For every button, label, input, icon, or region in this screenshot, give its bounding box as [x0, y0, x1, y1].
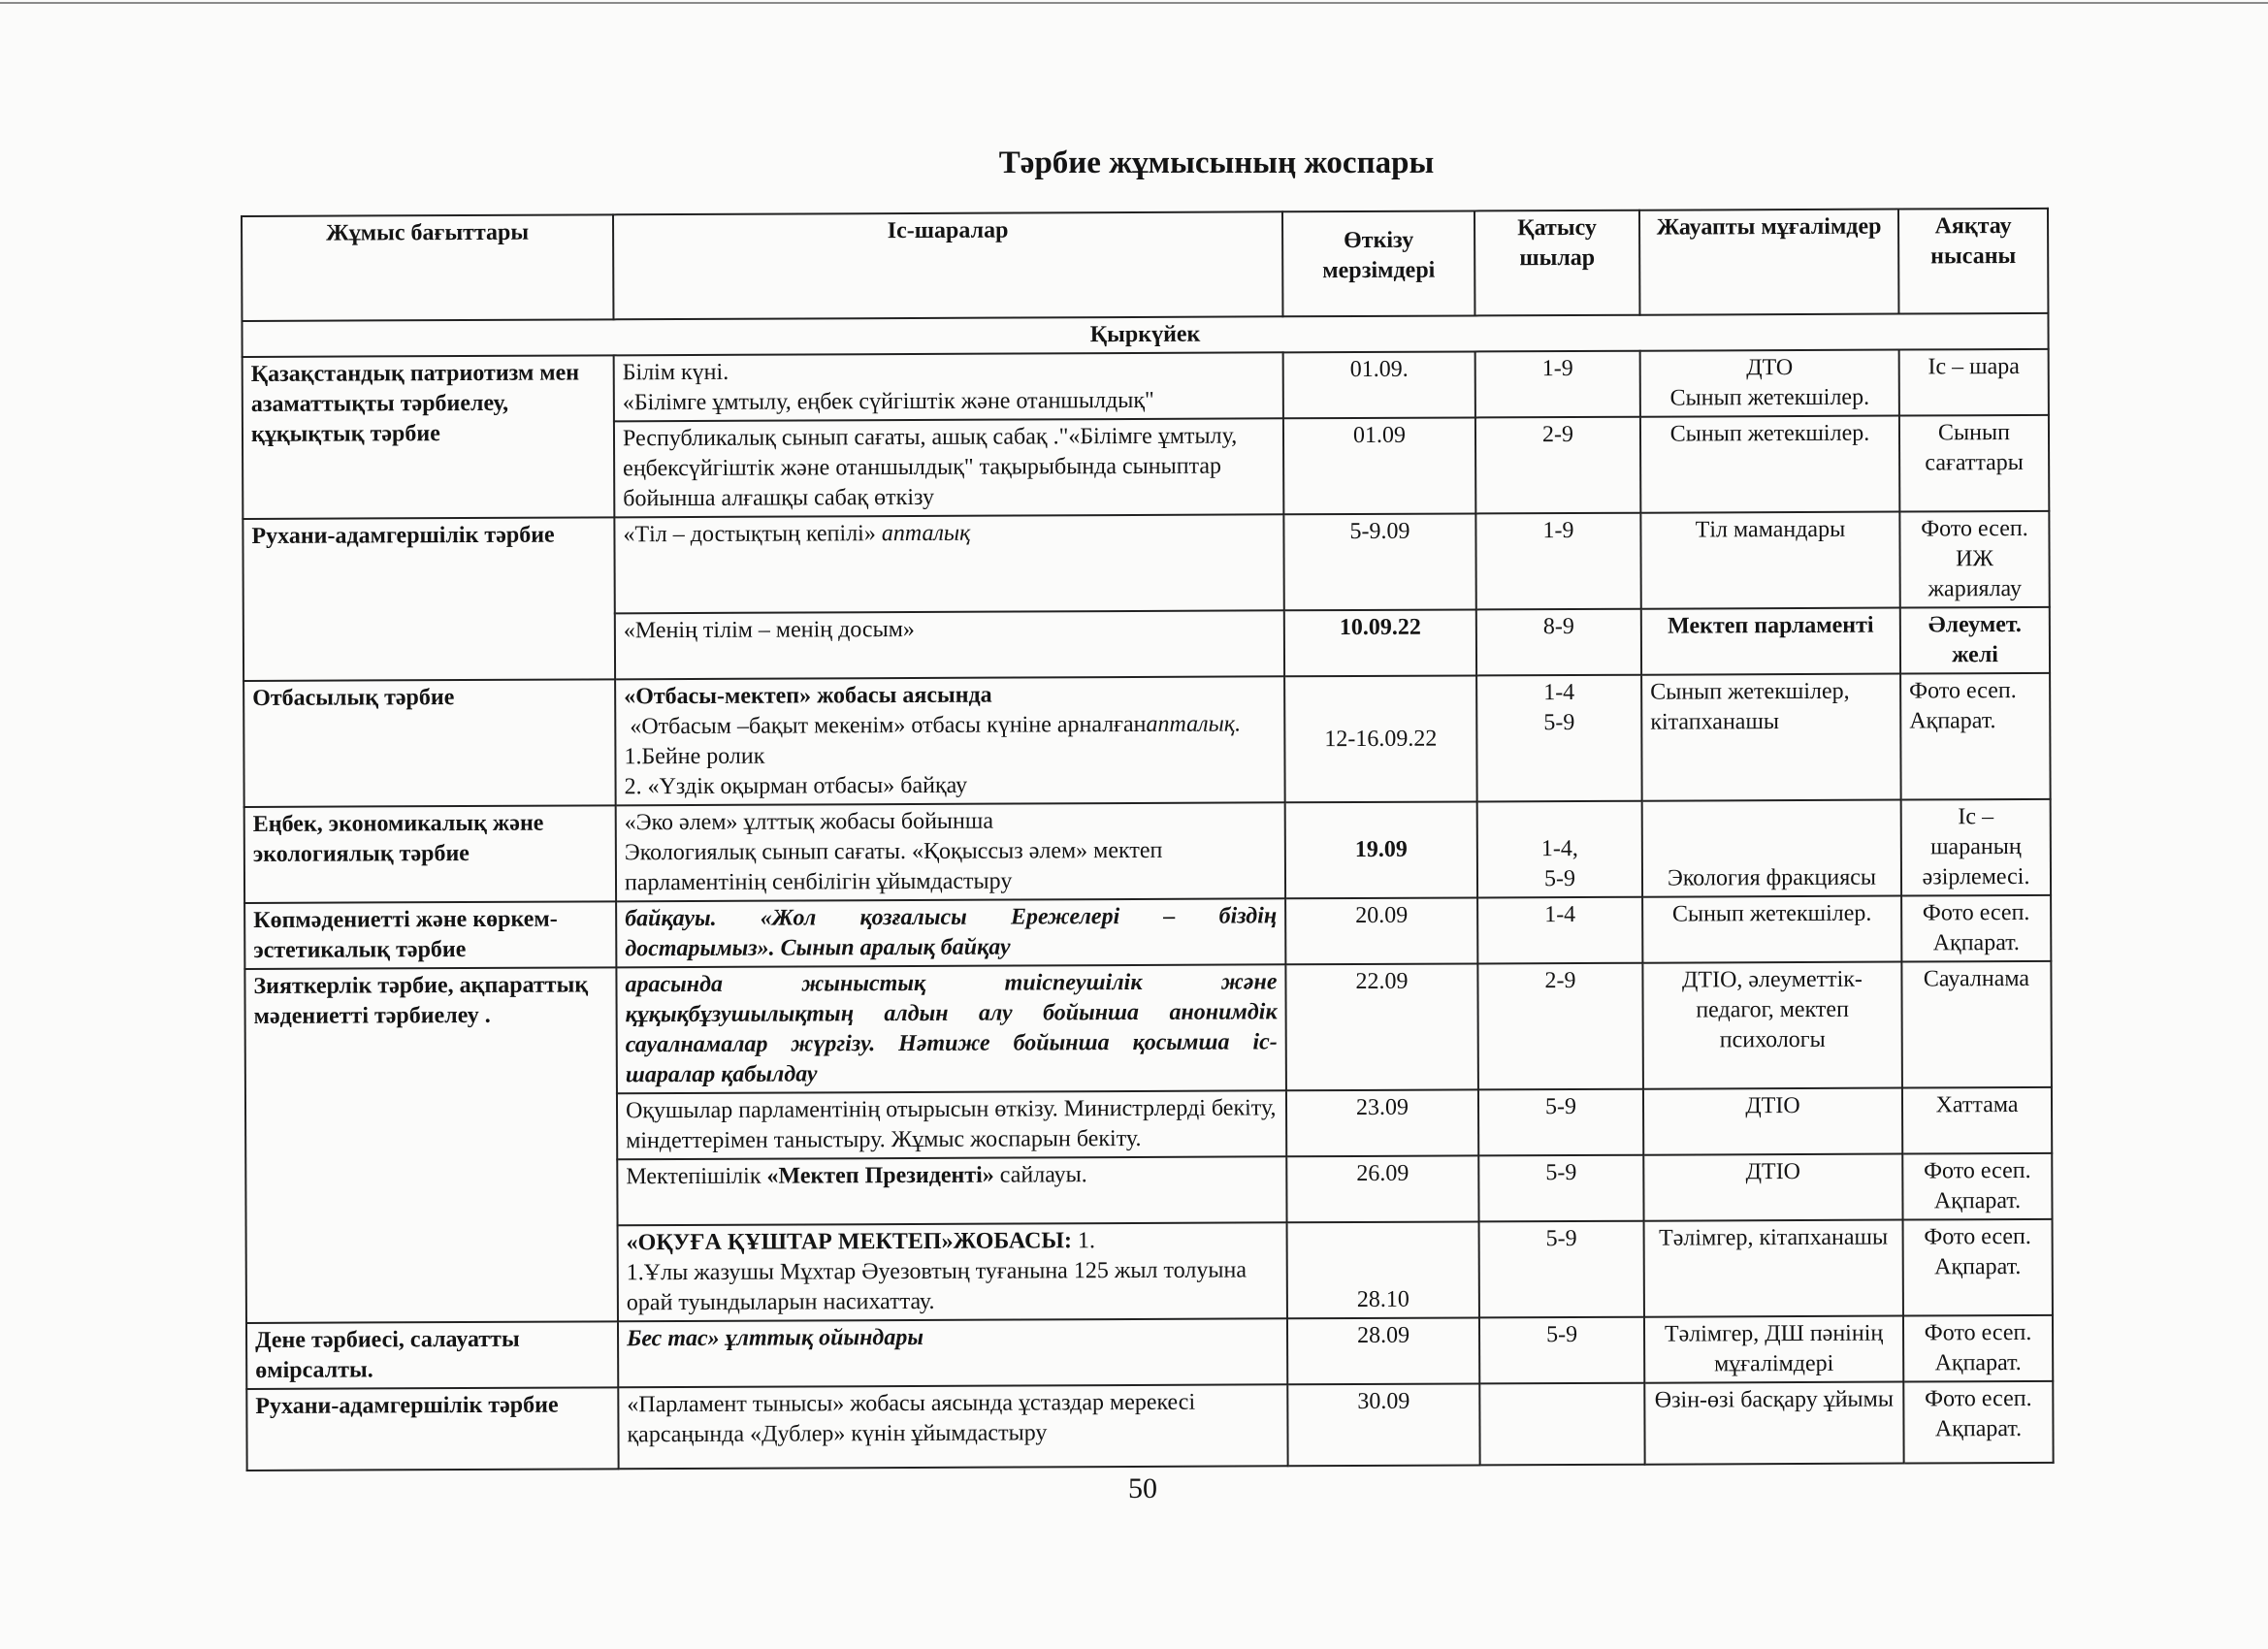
header-row — [242, 209, 2048, 321]
result-cell: Іс – шара — [1899, 349, 2049, 416]
result-cell — [1903, 1315, 2053, 1382]
result-cell — [1901, 895, 2051, 962]
event-cell: Республикалық сынып сағаты, ашық сабақ ."«Білімге ұмтылу, еңбексүйгіштік және отаншылдық" тақырыбында сыныптар бойынша алғашқы сабақ өткізу — [614, 418, 1283, 517]
event-line — [624, 709, 1276, 742]
result-line: Фото есеп. — [1923, 1157, 2031, 1184]
date-cell: 20.09 — [1285, 897, 1477, 964]
direction-cell: Рухани-адамгершілік тәрбие — [243, 517, 615, 681]
event-cell: Бес тас» ұлттық ойындары — [618, 1318, 1287, 1387]
result-cell — [1903, 1219, 2053, 1316]
result-line: Ақпарат. — [1909, 708, 1996, 734]
table-row — [246, 1381, 2053, 1471]
responsible-cell: Өзін-өзі басқару ұйымы — [1644, 1382, 1903, 1465]
event-cell — [617, 1156, 1286, 1225]
result-line: Ақпарат. — [1933, 1188, 2022, 1214]
result-cell: Сынып сағаттары — [1899, 415, 2049, 512]
responsible-line: ДТО — [1746, 355, 1794, 381]
event-text: сайлауы. — [999, 1162, 1087, 1188]
result-cell — [1899, 511, 2049, 608]
result-cell: Хаттама — [1902, 1087, 2052, 1154]
table-row — [244, 961, 2052, 1095]
event-text-italic: апталық — [881, 520, 971, 547]
responsible-cell: Экология фракциясы — [1642, 800, 1901, 897]
date-cell: 10.09.22 — [1284, 609, 1476, 676]
participants-line: 5-9 — [1543, 710, 1575, 736]
table-row — [243, 349, 2049, 423]
event-text: «Тіл – достықтың кепілі» — [623, 521, 876, 548]
participants-cell: 5-9 — [1479, 1317, 1644, 1384]
table-row — [243, 511, 2049, 615]
event-line: байқауы. «Жол қозғалысы Ережелері – біздің — [625, 903, 1278, 932]
event-text: 1. — [1077, 1228, 1095, 1254]
result-cell: Іс – шараның әзірлемесі. — [1901, 799, 2051, 896]
event-line — [627, 1225, 1279, 1258]
responsible-line: Сынып жетекшілер. — [1669, 384, 1870, 411]
event-text-italic: апталық. — [1146, 711, 1242, 737]
participants-cell — [1476, 675, 1642, 802]
result-line: Ақпарат. — [1934, 1416, 2023, 1442]
event-line: «Білімге ұмтылу, еңбек сүйгіштік және отаншылдық" — [622, 387, 1154, 416]
header-direction: Жұмыс бағыттары — [242, 214, 613, 321]
event-cell — [615, 676, 1285, 805]
date-cell: 01.09 — [1283, 417, 1475, 514]
event-cell: «Парламент тынысы» жобасы аясында ұстаздар мерекесі қарсаңында «Дублер» күнін ұйымдастыру — [618, 1384, 1287, 1469]
responsible-cell: Мектеп парламенті — [1641, 608, 1900, 675]
participants-cell: 5-9 — [1478, 1089, 1643, 1156]
direction-cell: Еңбек, экономикалық және экологиялық тәрбие — [244, 805, 616, 903]
event-line: Экологиялық сынып сағаты. «Қоқыссыз әлем» мектеп парламентінің сенбілігін ұйымдастыру — [624, 837, 1163, 896]
result-line: Фото есеп. — [1921, 515, 2028, 542]
date-cell: 5-9.09 — [1283, 513, 1475, 610]
responsible-cell: ДТІО, әлеуметтік-педагог, мектеп психологы — [1642, 962, 1902, 1089]
event-text-bold: «Мектеп Президенті» — [766, 1162, 994, 1189]
participants-line: 1-4 — [1543, 680, 1575, 706]
participants-cell: 2-9 — [1475, 417, 1640, 514]
event-line: «Отбасы-мектеп» жобасы аясында — [624, 682, 992, 710]
header-events: Іс-шаралар — [613, 211, 1282, 319]
scan-top-edge — [0, 2, 2268, 4]
table-row — [243, 673, 2051, 807]
direction-cell: Көпмәдениетті және көркем-эстетикалық тәрбие — [244, 901, 616, 969]
result-line: Фото есеп. — [1925, 1385, 2032, 1412]
event-cell — [618, 1222, 1287, 1321]
event-cell: «Менің тілім – менің досым» — [615, 610, 1284, 679]
responsible-cell: Тіл мамандары — [1640, 512, 1899, 609]
result-line: Фото есеп. — [1924, 1223, 2031, 1250]
date-cell: 23.09 — [1286, 1089, 1478, 1156]
responsible-cell: Сынып жетекшілер. — [1642, 896, 1901, 963]
participants-cell: 1-9 — [1475, 513, 1640, 610]
event-text-bold: «ОҚУҒА ҚҰШТАР МЕКТЕП»ЖОБАСЫ: — [626, 1228, 1072, 1256]
event-text: арасында жыныстық тиіспеушілік және құқықбұзушылықтың алдын алу бойынша анонимдік сауалнамалар жүргізу. Нәтиже бойынша қосымша іс-шаралар қабылдау — [625, 969, 1278, 1088]
event-cell — [616, 898, 1285, 967]
direction-cell: Отбасылық тәрбие — [243, 679, 616, 807]
date-cell: 26.09 — [1286, 1155, 1478, 1222]
date-cell: 28.10 — [1287, 1221, 1479, 1318]
participants-cell: 5-9 — [1479, 1221, 1644, 1318]
result-cell — [1900, 673, 2051, 800]
result-cell — [1902, 1153, 2052, 1220]
event-line: достарымыз». Сынып аралық байқау — [625, 934, 1011, 962]
responsible-cell: Тәлімгер, ДШ пәнінің мұғалімдері — [1644, 1316, 1903, 1383]
responsible-cell: Тәлімгер, кітапханашы — [1644, 1220, 1903, 1317]
responsible-cell: Сынып жетекшілер. — [1640, 416, 1899, 513]
result-line: Фото есеп. — [1922, 899, 2030, 926]
participants-line: 5-9 — [1543, 866, 1576, 892]
event-cell — [616, 802, 1285, 901]
page-number: 50 — [1128, 1472, 1157, 1504]
event-text: Мектепішілік — [626, 1163, 761, 1190]
page-title: Тәрбие жұмысының жоспары — [998, 146, 1435, 180]
responsible-cell: ДТІО — [1643, 1154, 1902, 1221]
responsible-cell: ДТІО — [1643, 1088, 1902, 1155]
month-label: Қыркүйек — [242, 313, 2048, 357]
table-row — [244, 895, 2051, 969]
participants-cell — [1477, 801, 1642, 898]
responsible-cell: Сынып жетекшілер, кітапханашы — [1641, 674, 1901, 801]
header-participants: Қатысу шылар — [1474, 210, 1639, 316]
participants-cell: 8-9 — [1476, 609, 1641, 676]
event-line: 1.Бейне ролик — [624, 743, 765, 770]
participants-cell: 5-9 — [1478, 1155, 1643, 1222]
header-dates: Өткізу мерзімдері — [1282, 210, 1474, 316]
table-row — [246, 1315, 2053, 1389]
result-line: Ақпарат. — [1934, 1254, 2022, 1280]
table-row — [244, 799, 2051, 903]
event-line: Білім күні. — [622, 359, 729, 386]
plan-table — [241, 208, 2055, 1471]
direction-cell: Зияткерлік тәрбие, ақпараттық мәдениетті тәрбиелеу . — [244, 967, 618, 1323]
date-cell: 22.09 — [1285, 963, 1478, 1090]
participants-cell: 1-4 — [1477, 897, 1642, 964]
direction-cell: Рухани-адамгершілік тәрбие — [246, 1387, 618, 1471]
result-line: Ақпарат. — [1932, 930, 2020, 956]
result-line: Фото есеп. — [1909, 678, 2017, 704]
date-cell: 30.09 — [1287, 1383, 1479, 1466]
date-cell: 19.09 — [1285, 801, 1477, 898]
event-line: «Эко әлем» ұлттық жобасы бойынша — [624, 808, 994, 836]
direction-cell: Дене тәрбиесі, салауатты өмірсалты. — [246, 1321, 618, 1389]
header-responsible: Жауапты мұғалімдер — [1639, 210, 1898, 315]
result-cell — [1903, 1381, 2053, 1464]
responsible-cell — [1640, 350, 1899, 417]
result-line: Ақпарат. — [1934, 1350, 2022, 1376]
event-cell — [614, 352, 1283, 421]
header-result: Аяқтау нысаны — [1898, 209, 2048, 314]
date-cell: 28.09 — [1287, 1317, 1479, 1384]
participants-line: 1-4, — [1540, 835, 1578, 862]
result-cell: Сауалнама — [1901, 961, 2052, 1088]
result-line: ИЖ жариялау — [1928, 546, 2023, 602]
event-line: 2. «Үздік оқырман отбасы» байқау — [624, 772, 968, 800]
participants-cell — [1479, 1383, 1644, 1466]
participants-cell: 1-9 — [1475, 351, 1640, 418]
event-cell: Оқушылар парламентінің отырысын өткізу. Министрлерді бекіту, міндеттерімен таныстыру. Жұмыс жоспарын бекіту. — [617, 1090, 1286, 1159]
event-cell — [614, 514, 1283, 613]
date-cell: 01.09. — [1283, 351, 1475, 418]
participants-cell: 2-9 — [1477, 963, 1643, 1090]
event-line: 1.Ұлы жазушы Мұхтар Әуезовтың туғанына 125 жыл толуына орай туындыларын насихаттау. — [626, 1257, 1247, 1316]
result-cell: Әлеумет. желі — [1900, 607, 2050, 674]
result-line: Фото есеп. — [1924, 1319, 2032, 1346]
direction-cell: Қазақстандық патриотизм мен азаматтықты тәрбиелеу, құқықтық тәрбие — [243, 355, 615, 519]
event-cell — [616, 964, 1286, 1093]
date-cell: 12-16.09.22 — [1284, 675, 1477, 802]
event-text: «Отбасым –бақыт мекенім» отбасы күніне арналған — [630, 711, 1147, 740]
